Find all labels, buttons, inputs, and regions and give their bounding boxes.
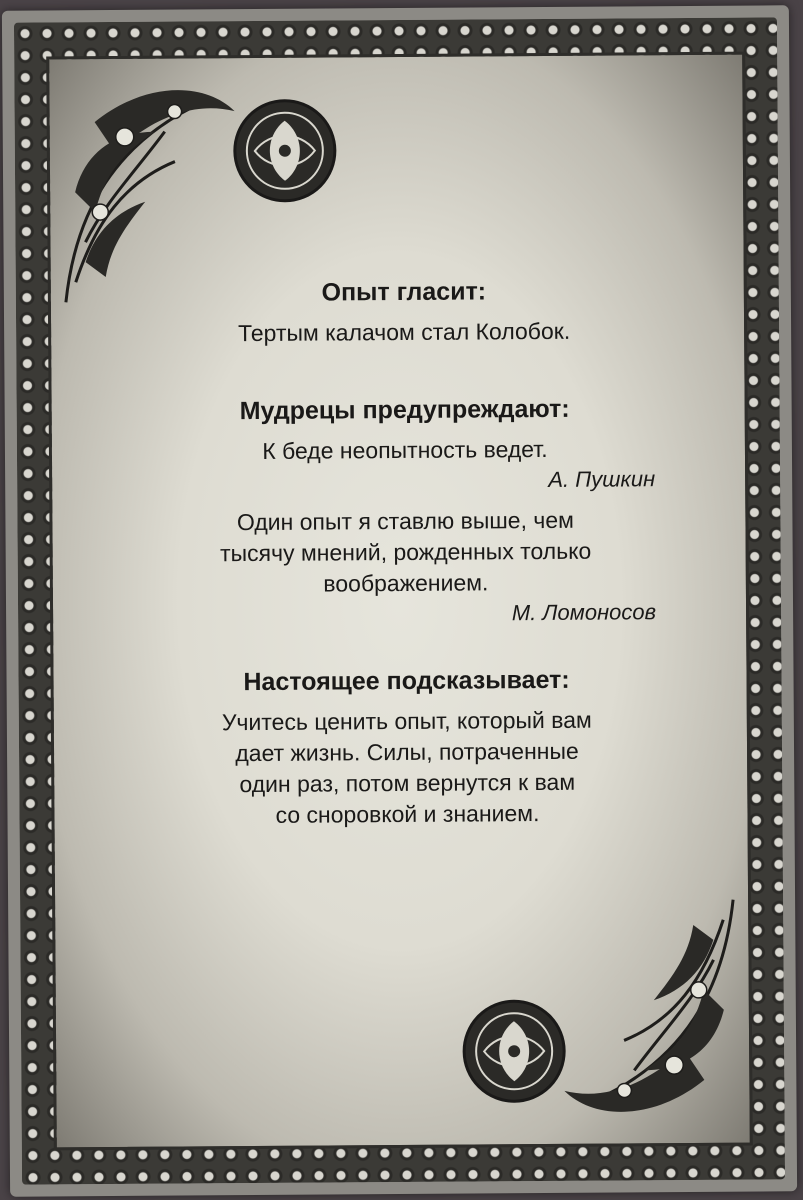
- text-line: Тертым калачом стал Колобок.: [237, 317, 571, 347]
- section-heading: Опыт гласит:: [321, 277, 487, 307]
- rosette-medallion-icon: [235, 100, 336, 201]
- quote-line: тысячу мнений, рожденных только: [219, 537, 592, 567]
- text-line: со сноровкой и знанием.: [275, 800, 540, 828]
- floral-ornament-icon: [443, 880, 745, 1142]
- text-line: дает жизнь. Силы, потраченные: [235, 737, 579, 767]
- quote-line: воображением.: [323, 569, 489, 597]
- section-heading: Настоящее подсказывает:: [243, 665, 570, 697]
- card-text: [154, 276, 658, 831]
- section-wise-men: [155, 394, 657, 628]
- rosette-medallion-icon: [464, 1001, 565, 1102]
- section-present: [156, 665, 657, 831]
- section-experience: [154, 276, 654, 349]
- text-line: один раз, потом вернутся к вам: [239, 768, 576, 798]
- quote-author: А. Пушкин: [548, 466, 656, 492]
- quote-line: К беде неопытность ведет.: [262, 435, 548, 464]
- section-heading: Мудрецы предупреждают:: [239, 394, 570, 426]
- card: [2, 5, 797, 1196]
- text-line: Учитесь ценить опыт, который вам: [221, 706, 592, 736]
- quote-line: Один опыт я ставлю выше, чем: [236, 506, 575, 536]
- quote-author: М. Ломоносов: [511, 599, 657, 626]
